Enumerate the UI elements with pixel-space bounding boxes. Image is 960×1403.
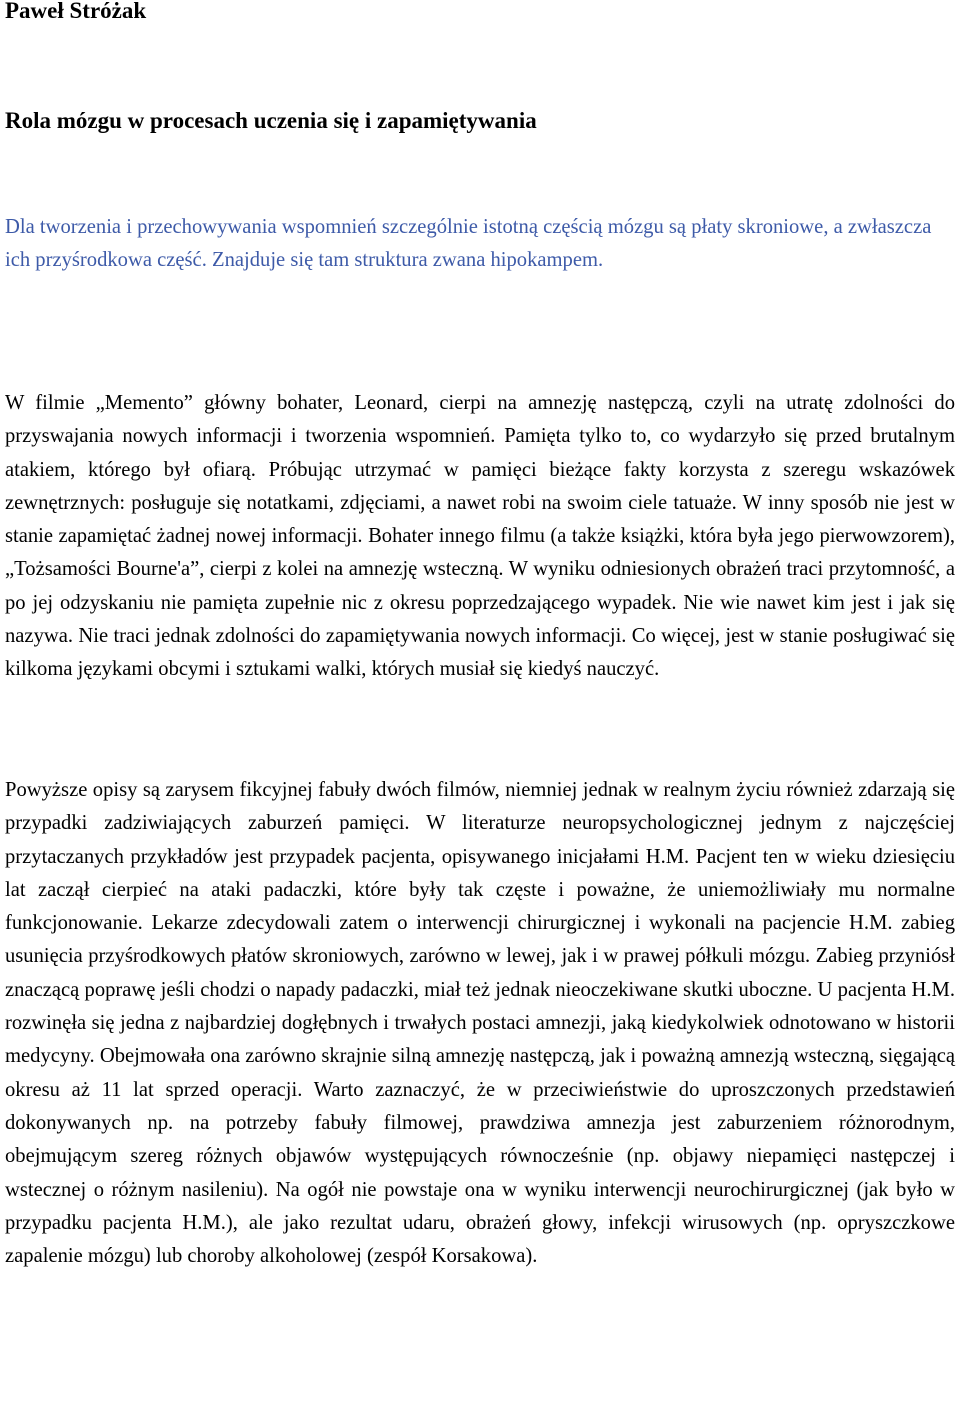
author-name: Paweł Stróżak [5, 0, 147, 23]
body-paragraph-memento: W filmie „Memento” główny bohater, Leonard, cierpi na amnezję następczą, czyli na utratę zdolności do przyswajania nowych informacji i tworzenia wspomnień. Pamięta tylko to, co wydarzyło się przed brutalnym atakiem, którego był ofiarą. Próbując utrzymać w pamięci bieżące fakty korzysta z szeregu wskazówek zewnętrznych: posługuje się notatkami, zdjęciami, a nawet robi na swoim ciele tatuaże. W inny sposób nie jest w stanie zapamiętać żadnej nowej informacji. Bohater innego filmu (a także książki, która była jego pierwowzorem), „Tożsamości Bourne'a”, cierpi z kolei na amnezję wsteczną. W wyniku odniesionych obrażeń traci przytomność, a po jej odzyskaniu nie pamięta zupełnie nic z okresu poprzedzającego wypadek. Nie wie nawet kim jest i jak się nazywa. Nie traci jednak zdolności do zapamiętywania nowych informacji. Co więcej, jest w stanie posługiwać się kilkoma językami obcymi i sztukami walki, których musiał się kiedyś nauczyć. [5, 392, 955, 681]
intro-paragraph: Dla tworzenia i przechowywania wspomnień szczególnie istotną częścią mózgu są płaty skroniowe, a zwłaszcza ich przyśrodkowa część. Znajduje się tam struktura zwana hipokampem. [5, 216, 932, 272]
document-title: Rola mózgu w procesach uczenia się i zapamiętywania [5, 108, 537, 133]
body-paragraph-patient-hm: Powyższe opisy są zarysem fikcyjnej fabuły dwóch filmów, niemniej jednak w realnym życiu również zdarzają się przypadki zadziwiających zaburzeń pamięci. W literaturze neuropsychologicznej jednym z najczęściej przytaczanych przykładów jest przypadek pacjenta, opisywanego inicjałami H.M. Pacjent ten w wieku dziesięciu lat zaczął cierpieć na ataki padaczki, które były tak częste i poważne, że uniemożliwiały mu normalne funkcjonowanie. Lekarze zdecydowali zatem o interwencji chirurgicznej i wykonali na pacjencie H.M. zabieg usunięcia przyśrodkowych płatów skroniowych, zarówno w lewej, jak i w prawej półkuli mózgu. Zabieg przyniósł znaczącą poprawę jeśli chodzi o napady padaczki, miał też jednak nieoczekiwane skutki uboczne. U pacjenta H.M. rozwinęła się jedna z najbardziej dogłębnych i trwałych postaci amnezji, jaką kiedykolwiek odnotowano w historii medycyny. Obejmowała ona zarówno skrajnie silną amnezję następczą, jak i poważną amnezją wsteczną, sięgającą okresu aż 11 lat sprzed operacji. Warto zaznaczyć, że w przeciwieństwie do uproszczonych przedstawień dokonywanych np. na potrzeby fabuły filmowej, prawdziwa amnezja jest zaburzeniem różnorodnym, obejmującym szereg różnych objawów występujących równocześnie (np. objawy niepamięci następczej i wstecznej o różnym nasileniu). Na ogół nie powstaje ona w wyniku interwencji neurochirurgicznej (jak było w przypadku pacjenta H.M.), ale jako rezultat udaru, obrażeń głowy, infekcji wirusowych (np. opryszczkowe zapalenie mózgu) lub choroby alkoholowej (zespół Korsakowa). [5, 779, 955, 1268]
